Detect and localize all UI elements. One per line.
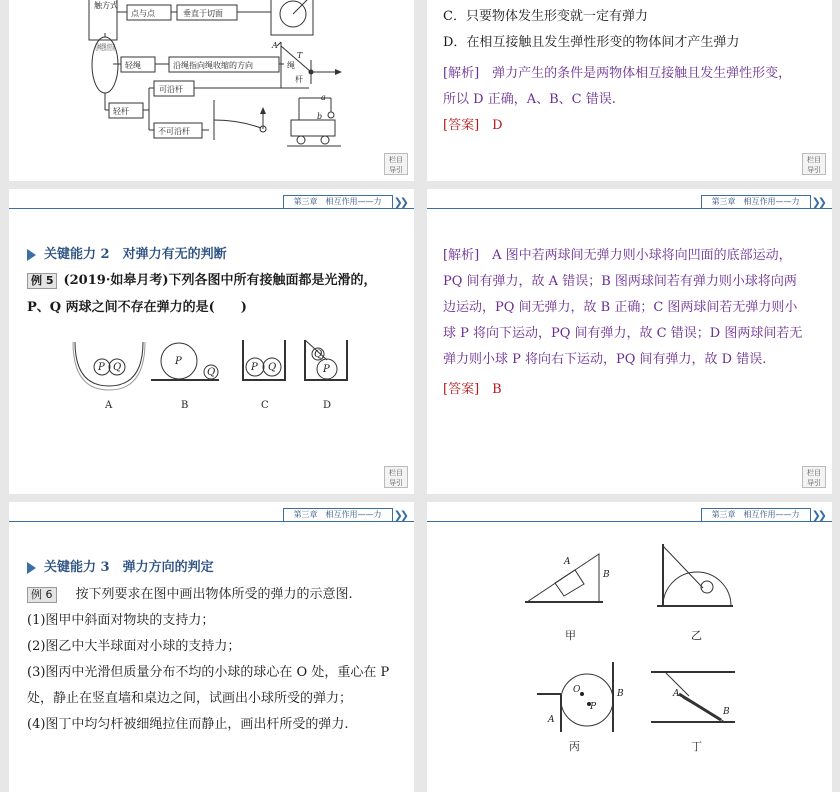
svg-text:P: P xyxy=(590,702,597,712)
analysis-line-1: [解析] 弹力产生的条件是两物体相互接触且发生弹性形变， xyxy=(443,66,792,81)
example-tag: 例 6 xyxy=(27,587,57,603)
answer-line: [答案] D xyxy=(443,118,503,133)
node-rope: 轻绳 xyxy=(125,61,141,70)
slide-2-answer xyxy=(427,0,832,181)
option-d: D．在相互接触且发生弹性形变的物体间才产生弹力 xyxy=(443,35,740,50)
svg-text:杆: 杆 xyxy=(295,75,303,84)
slide-1-force-direction-chart xyxy=(9,0,414,181)
chapter-header: 第三章 相互作用——力 ❯❯ xyxy=(701,508,824,522)
section-marker-icon xyxy=(27,562,36,574)
slide-4-analysis xyxy=(427,189,832,494)
svg-text:B: B xyxy=(617,689,624,699)
svg-text:P: P xyxy=(98,362,105,373)
chapter-header: 第三章 相互作用——力 ❯❯ xyxy=(701,195,824,209)
svg-text:D: D xyxy=(323,400,332,411)
question-line-4: (3)图丙中光滑但质量分布不均的小球的球心在 O 处，重心在 P xyxy=(27,665,390,680)
chapter-header: 第三章 相互作用——力 ❯❯ xyxy=(283,508,406,522)
node-perp-tangent: 垂直于切面 xyxy=(183,9,223,18)
node-center-title: 几种典型弹力的方向 xyxy=(95,43,167,52)
caption-bing: 丙 xyxy=(569,740,580,753)
node-rod: 轻杆 xyxy=(113,107,129,116)
section-title: 关键能力 2 对弹力有无的判断 xyxy=(27,242,227,268)
svg-text:Q: Q xyxy=(207,367,216,378)
nav-button[interactable]: 栏目 导引 xyxy=(384,466,408,488)
question-line-3: (2)图乙中大半球面对小球的支持力； xyxy=(27,639,241,654)
analysis-line-1: [解析] A 图中若两球间无弹力则小球将向凹面的底部运动， xyxy=(443,248,792,263)
question-line-5: 处，静止在竖直墙和桌边之间，试画出小球所受的弹力； xyxy=(27,691,353,706)
svg-text:Q: Q xyxy=(314,349,323,360)
analysis-line-2: PQ 间有弹力，故 A 错误；B 图两球间若有弹力则小球将向两 xyxy=(443,274,797,289)
caption-jia: 甲 xyxy=(565,629,576,642)
svg-text:A: A xyxy=(564,557,571,567)
section-title: 关键能力 3 弹力方向的判定 xyxy=(27,555,214,581)
svg-text:b: b xyxy=(317,112,323,121)
question-line-2: P、Q 两球之间不存在弹力的是( ) xyxy=(27,300,247,315)
svg-text:B: B xyxy=(181,400,189,411)
section-marker-icon xyxy=(27,249,36,261)
nav-button[interactable]: 栏目 导引 xyxy=(384,153,408,175)
option-c: C．只要物体发生形变就一定有弹力 xyxy=(443,9,648,24)
question-line-6: (4)图丁中均匀杆被细绳拉住而静止，画出杆所受的弹力. xyxy=(27,717,349,732)
slide-5-example-6 xyxy=(9,502,414,792)
question-line-1: 例 5 (2019·如皋月考)下列各图中所有接触面都是光滑的， xyxy=(27,268,377,294)
nav-button[interactable]: 栏目 导引 xyxy=(802,153,826,175)
svg-text:绳: 绳 xyxy=(287,61,295,70)
force-direction-flowchart xyxy=(9,0,414,181)
svg-text:B: B xyxy=(723,707,730,717)
caption-ding: 丁 xyxy=(691,740,702,753)
caption-yi: 乙 xyxy=(691,629,702,642)
svg-text:Q: Q xyxy=(268,362,277,373)
example-6-figures xyxy=(427,532,832,792)
example-tag: 例 5 xyxy=(27,273,57,289)
node-touch-mode: 触方式 xyxy=(94,1,118,10)
analysis-line-2: 所以 D 正确，A、B、C 错误. xyxy=(443,92,616,107)
question-line-2: (1)图甲中斜面对物块的支持力； xyxy=(27,613,215,628)
svg-text:a: a xyxy=(321,93,326,102)
slide-6-figures xyxy=(427,502,832,792)
answer-line: [答案] B xyxy=(443,382,502,397)
svg-text:P: P xyxy=(175,356,182,367)
svg-text:A: A xyxy=(105,400,113,411)
question-line-1: 例 6 按下列要求在图中画出物体所受的弹力的示意图. xyxy=(27,582,353,608)
node-along-rod: 可沿杆 xyxy=(159,85,183,94)
svg-text:A: A xyxy=(548,715,555,725)
question-figures xyxy=(71,334,361,414)
analysis-line-3: 边运动，PQ 间无弹力，故 B 正确；C 图两球间若无弹力则小 xyxy=(443,300,798,315)
node-rope-dir: 沿绳指向绳收缩的方向 xyxy=(173,61,253,70)
svg-text:O: O xyxy=(573,685,581,695)
analysis-line-5: 弹力则小球 P 将向右下运动，PQ 间有弹力，故 D 错误. xyxy=(443,352,767,367)
svg-text:P: P xyxy=(323,364,330,375)
svg-text:T: T xyxy=(297,51,303,60)
slide-3-example-5 xyxy=(9,189,414,494)
node-not-along-rod: 不可沿杆 xyxy=(158,127,190,136)
nav-button[interactable]: 栏目 导引 xyxy=(802,466,826,488)
svg-text:C: C xyxy=(261,400,269,411)
svg-text:Q: Q xyxy=(113,362,122,373)
node-point-point: 点与点 xyxy=(131,9,155,18)
svg-text:A: A xyxy=(272,41,278,50)
analysis-line-4: 球 P 将向下运动，PQ 间有弹力，故 C 错误；D 图两球间若无 xyxy=(443,326,803,341)
chapter-header: 第三章 相互作用——力 ❯❯ xyxy=(283,195,406,209)
svg-text:P: P xyxy=(251,362,258,373)
svg-text:B: B xyxy=(603,570,610,580)
svg-text:A: A xyxy=(673,689,680,699)
